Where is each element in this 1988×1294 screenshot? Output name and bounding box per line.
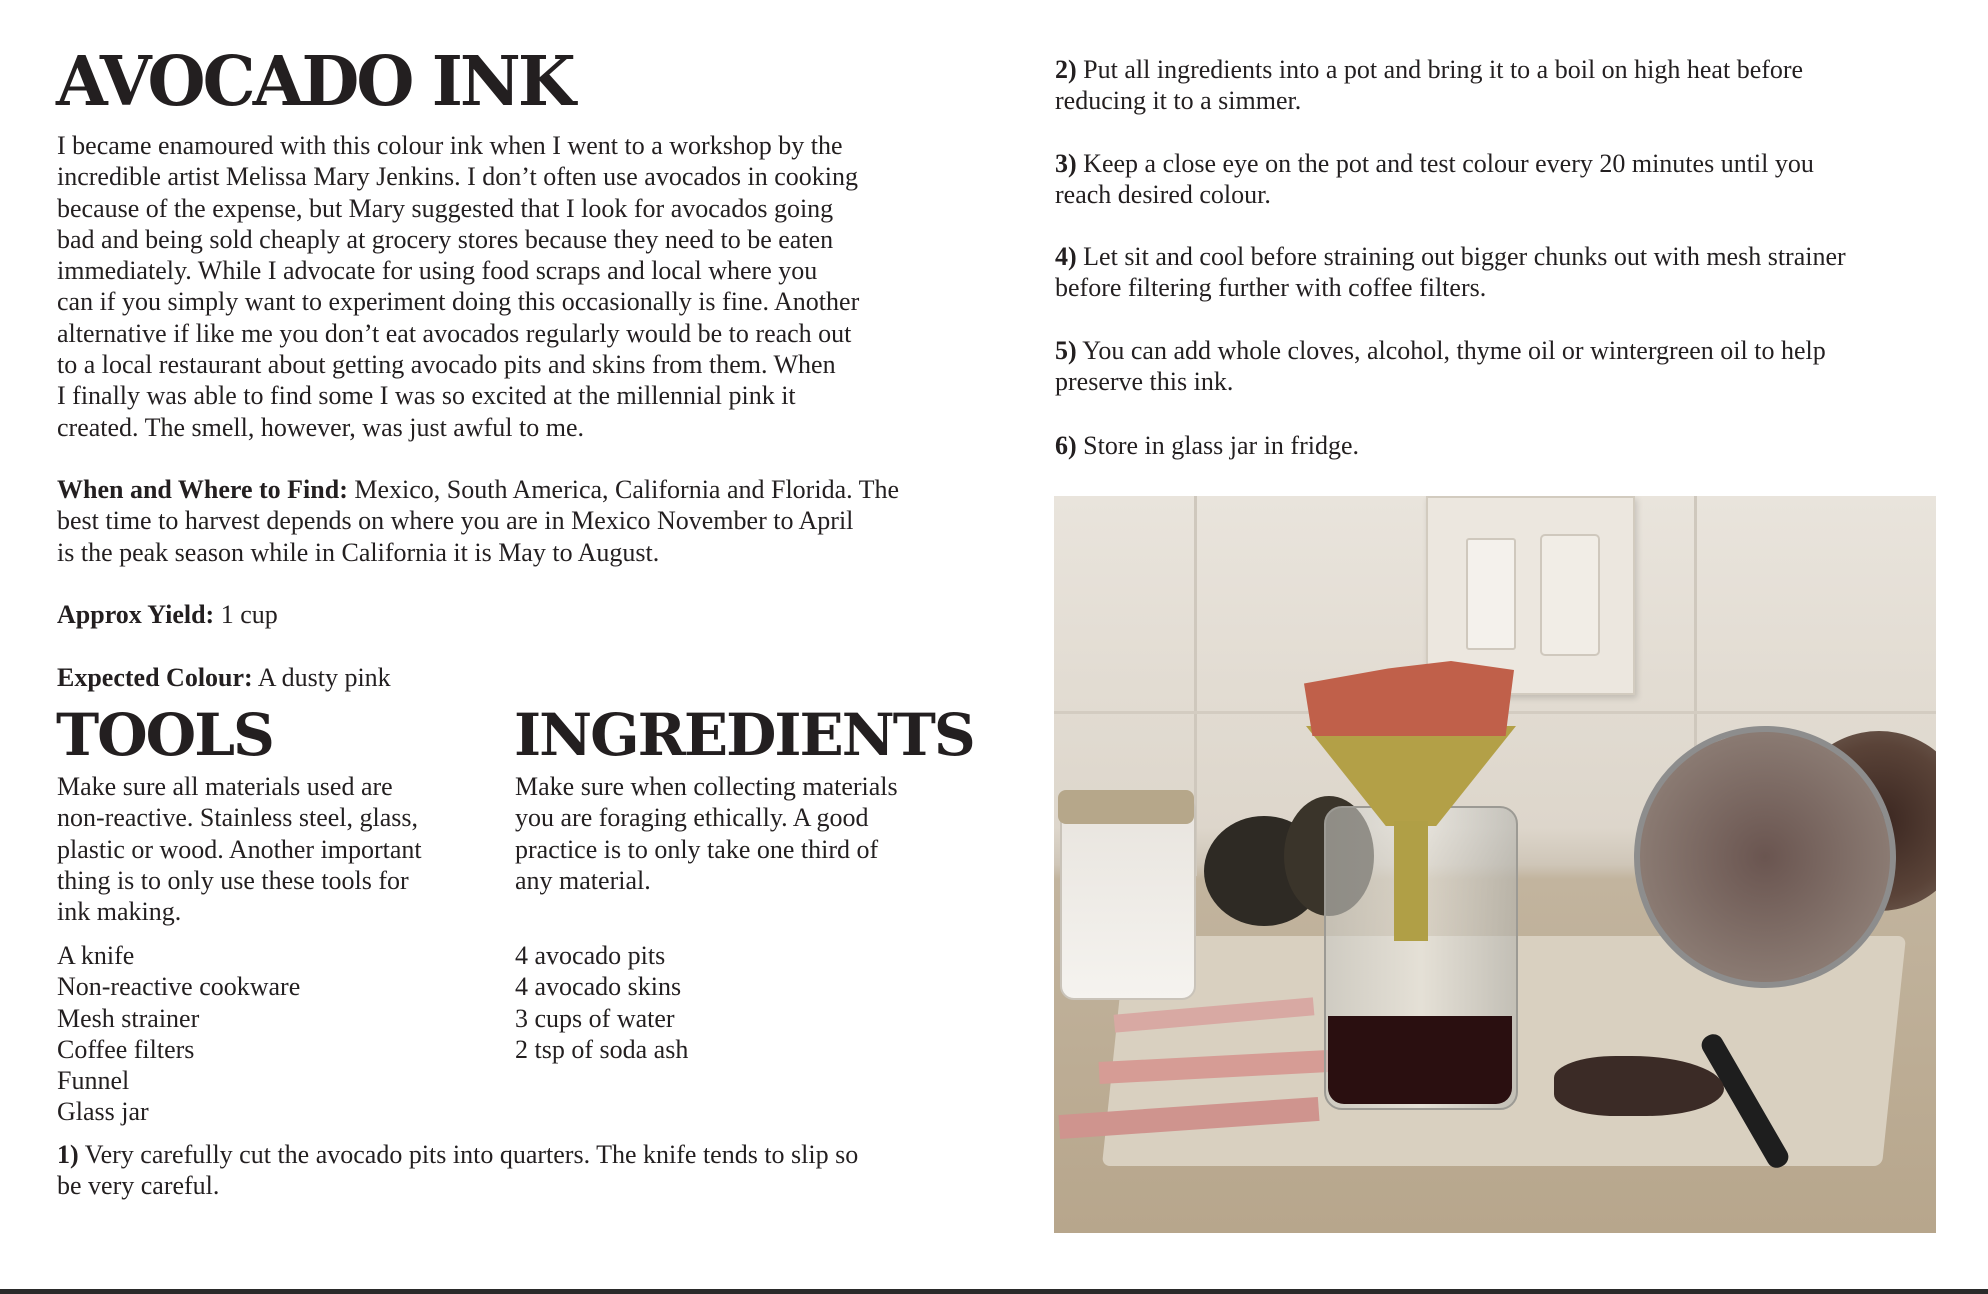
step-number: 3) xyxy=(1055,149,1077,178)
tools-list xyxy=(57,940,300,1128)
text-line: I finally was able to find some I was so excited at the millennial pink it xyxy=(57,381,796,411)
where-to-find xyxy=(57,474,899,568)
avocado-ink-photo xyxy=(1054,496,1936,1233)
text-line: I became enamoured with this colour ink when I went to a workshop by the xyxy=(57,131,843,160)
yield-label: Approx Yield: xyxy=(57,600,215,629)
text-line: is the peak season while in California it is May to August. xyxy=(57,537,660,567)
list-item: Funnel xyxy=(57,1066,130,1096)
step-number: 5) xyxy=(1055,336,1077,365)
text-line: be very careful. xyxy=(57,1171,220,1201)
list-item: Mesh strainer xyxy=(57,1003,200,1033)
list-item: Coffee filters xyxy=(57,1034,195,1064)
text-line: created. The smell, however, was just awful to me. xyxy=(57,412,584,442)
small-jar xyxy=(1060,796,1196,1000)
ingredients-heading: INGREDIENTS xyxy=(514,701,974,769)
colour-label: Expected Colour: xyxy=(57,663,253,692)
text-line: any material. xyxy=(515,865,651,895)
text-line: Make sure all materials used are xyxy=(57,772,393,801)
text-line: preserve this ink. xyxy=(1055,367,1234,397)
step-6 xyxy=(1055,430,1359,461)
text-line: ink making. xyxy=(57,897,182,927)
text-line: before filtering further with coffee filters. xyxy=(1055,273,1487,303)
text-line: you are foraging ethically. A good xyxy=(515,803,869,833)
text-line: reach desired colour. xyxy=(1055,180,1271,210)
step-3 xyxy=(1055,148,1814,211)
text-line: non-reactive. Stainless steel, glass, xyxy=(57,803,419,833)
step-number: 4) xyxy=(1055,242,1077,271)
colour-value: A dusty pink xyxy=(252,663,391,692)
list-item: 4 avocado skins xyxy=(515,972,682,1002)
list-item: 4 avocado pits xyxy=(515,941,666,970)
text-line: Very carefully cut the avocado pits into quarters. The knife tends to slip so xyxy=(78,1140,859,1169)
text-line: Store in glass jar in fridge. xyxy=(1076,431,1360,460)
list-item: A knife xyxy=(57,941,135,970)
text-line: reducing it to a simmer. xyxy=(1055,86,1302,116)
text-line: Keep a close eye on the pot and test colour every 20 minutes until you xyxy=(1076,149,1814,178)
where-label: When and Where to Find: xyxy=(57,475,348,504)
ingredients-list xyxy=(515,940,688,1065)
text-line: practice is to only take one third of xyxy=(515,834,879,864)
step-number: 6) xyxy=(1055,431,1077,460)
text-line: to a local restaurant about getting avocado pits and skins from them. When xyxy=(57,350,836,380)
text-line: You can add whole cloves, alcohol, thyme oil or wintergreen oil to help xyxy=(1076,336,1826,365)
text-line: best time to harvest depends on where you are in Mexico November to April xyxy=(57,506,854,536)
list-item: Glass jar xyxy=(57,1097,149,1127)
text-line: can if you simply want to experiment doing this occasionally is fine. Another xyxy=(57,287,860,317)
bottom-bar xyxy=(0,1289,1988,1294)
tools-heading: TOOLS xyxy=(56,701,273,769)
list-item: 2 tsp of soda ash xyxy=(515,1034,689,1064)
coffee-filter xyxy=(1304,661,1514,736)
text-line: incredible artist Melissa Mary Jenkins. I don’t often use avocados in cooking xyxy=(57,162,859,192)
ingredients-intro xyxy=(515,771,898,896)
step-4 xyxy=(1055,241,1846,304)
approx-yield xyxy=(57,599,278,630)
text-line: Put all ingredients into a pot and bring it to a boil on high heat before xyxy=(1076,55,1804,84)
text-line: immediately. While I advocate for using food scraps and local where you xyxy=(57,256,818,286)
step-1 xyxy=(57,1139,858,1202)
list-item: Non-reactive cookware xyxy=(57,972,301,1002)
text-line: alternative if like me you don’t eat avocados regularly would be to reach out xyxy=(57,318,852,348)
text-line: Make sure when collecting materials xyxy=(515,772,898,801)
expected-colour xyxy=(57,662,391,693)
light-switch xyxy=(1466,538,1516,650)
text-line: plastic or wood. Another important xyxy=(57,834,422,864)
step-number: 2) xyxy=(1055,55,1077,84)
page-title: AVOCADO INK xyxy=(56,42,573,122)
step-2 xyxy=(1055,54,1803,117)
step-5 xyxy=(1055,335,1826,398)
step-number: 1) xyxy=(57,1140,79,1169)
tools-intro xyxy=(57,771,422,927)
ink-in-jar xyxy=(1328,1016,1512,1104)
text-line: because of the expense, but Mary suggested that I look for avocados going xyxy=(57,193,834,223)
yield-value: 1 cup xyxy=(214,600,278,629)
outlet xyxy=(1540,534,1600,656)
list-item: 3 cups of water xyxy=(515,1003,675,1033)
intro-paragraph xyxy=(57,130,859,443)
funnel-spout xyxy=(1394,821,1428,941)
text-line: thing is to only use these tools for xyxy=(57,865,409,895)
jar-lid xyxy=(1058,790,1194,824)
text-line: bad and being sold cheaply at grocery stores because they need to be eaten xyxy=(57,224,834,254)
text-line: Mexico, South America, California and Florida. The xyxy=(347,475,900,504)
text-line: Let sit and cool before straining out bigger chunks out with mesh strainer xyxy=(1076,242,1846,271)
